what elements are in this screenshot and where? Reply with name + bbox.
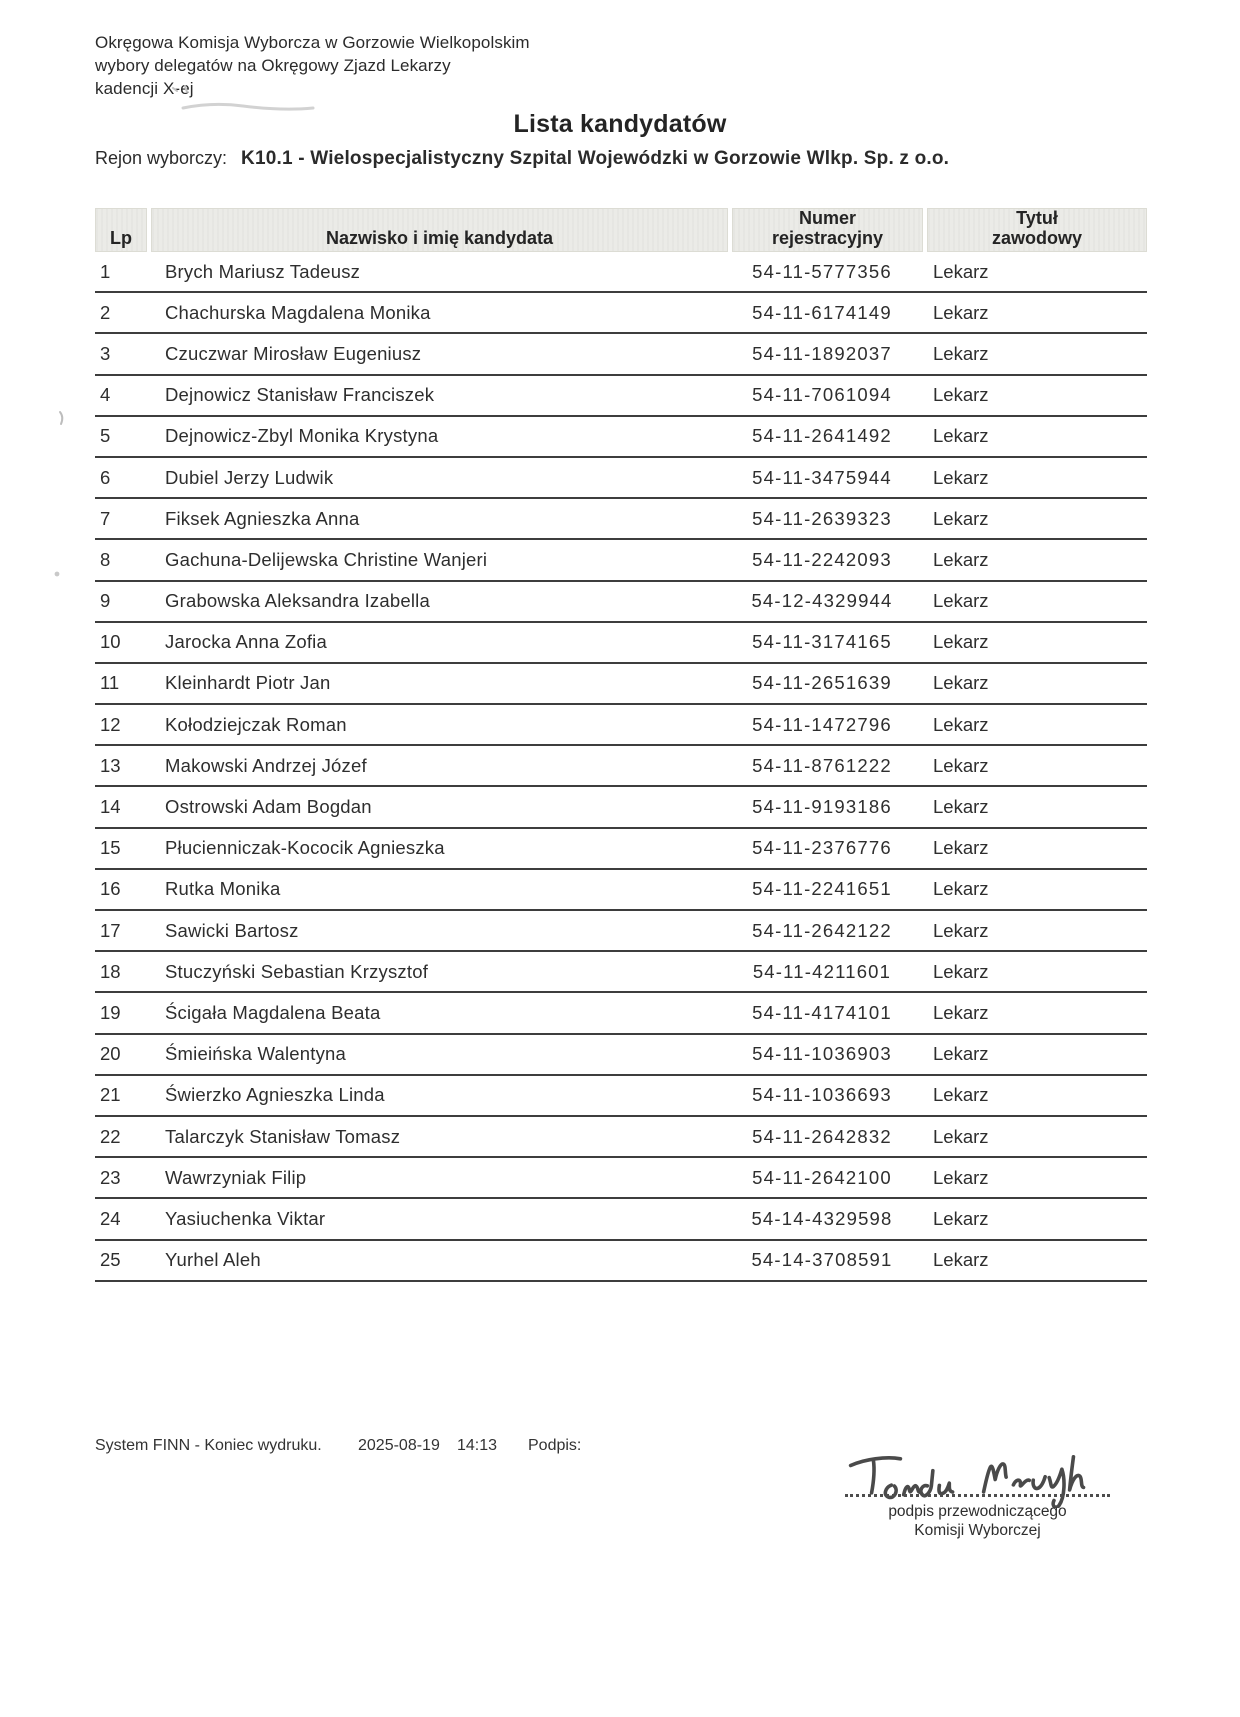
cell-candidate-name: Yasiuchenka Viktar bbox=[165, 1207, 326, 1229]
candidates-table-body bbox=[95, 252, 1147, 1282]
region-label: Rejon wyborczy: bbox=[95, 148, 228, 168]
page-title: Lista kandydatów bbox=[513, 110, 727, 138]
cell-lp: 13 bbox=[100, 754, 121, 776]
cell-lp: 1 bbox=[100, 260, 111, 282]
table-row bbox=[95, 376, 1147, 417]
print-date: 2025-08-19 bbox=[358, 1437, 440, 1454]
table-row bbox=[95, 664, 1147, 705]
table-row bbox=[95, 1117, 1147, 1158]
column-header-lp bbox=[95, 208, 147, 252]
cell-candidate-name: Dubiel Jerzy Ludwik bbox=[165, 466, 334, 488]
cell-registration-number: 54-11-2642122 bbox=[752, 919, 892, 941]
table-row bbox=[95, 417, 1147, 458]
cell-lp: 17 bbox=[100, 919, 121, 941]
cell-lp: 3 bbox=[100, 342, 111, 364]
cell-registration-number: 54-11-4211601 bbox=[752, 960, 892, 982]
footer-line bbox=[95, 1437, 715, 1459]
print-time: 14:13 bbox=[457, 1437, 498, 1454]
cell-lp: 12 bbox=[100, 713, 121, 735]
cell-candidate-name: Rutka Monika bbox=[165, 878, 281, 900]
column-header-registration bbox=[732, 208, 923, 252]
cell-professional-title: Lekarz bbox=[933, 1043, 989, 1065]
issuer-line-2: wybory delegatów na Okręgowy Zjazd Lekarzy bbox=[95, 56, 451, 75]
system-end-of-print-text: System FINN - Koniec wydruku. bbox=[95, 1437, 322, 1454]
column-header-professional-title bbox=[927, 208, 1147, 252]
table-row bbox=[95, 746, 1147, 787]
region-line bbox=[95, 148, 949, 170]
cell-registration-number: 54-11-1036903 bbox=[752, 1043, 892, 1065]
cell-candidate-name: Ostrowski Adam Bogdan bbox=[165, 796, 372, 818]
table-row bbox=[95, 1199, 1147, 1240]
cell-professional-title: Lekarz bbox=[933, 960, 989, 982]
cell-registration-number: 54-11-5777356 bbox=[752, 260, 892, 282]
cell-lp: 7 bbox=[100, 507, 111, 529]
cell-professional-title: Lekarz bbox=[933, 919, 989, 941]
cell-lp: 25 bbox=[100, 1249, 121, 1271]
cell-professional-title: Lekarz bbox=[933, 1001, 989, 1023]
cell-lp: 20 bbox=[100, 1043, 121, 1065]
cell-registration-number: 54-11-9193186 bbox=[752, 796, 892, 818]
column-header-professional-title-line2: zawodowy bbox=[991, 228, 1082, 248]
cell-candidate-name: Dejnowicz-Zbyl Monika Krystyna bbox=[165, 425, 439, 447]
cell-registration-number: 54-11-2639323 bbox=[752, 507, 892, 529]
issuer-block bbox=[95, 31, 530, 100]
cell-registration-number: 54-11-1472796 bbox=[752, 713, 892, 735]
signature-label: Podpis: bbox=[528, 1437, 582, 1454]
column-header-professional-title-line1: Tytuł bbox=[1016, 208, 1058, 228]
cell-registration-number: 54-11-1036693 bbox=[752, 1084, 892, 1106]
cell-candidate-name: Yurhel Aleh bbox=[165, 1249, 261, 1271]
cell-professional-title: Lekarz bbox=[933, 796, 989, 818]
cell-professional-title: Lekarz bbox=[933, 1249, 989, 1271]
cell-lp: 4 bbox=[100, 384, 111, 406]
scan-artifact-speck bbox=[52, 408, 72, 430]
cell-registration-number: 54-11-7061094 bbox=[752, 384, 892, 406]
table-row bbox=[95, 952, 1147, 993]
cell-professional-title: Lekarz bbox=[933, 672, 989, 694]
cell-professional-title: Lekarz bbox=[933, 507, 989, 529]
cell-candidate-name: Brych Mariusz Tadeusz bbox=[165, 260, 361, 282]
cell-candidate-name: Stuczyński Sebastian Krzysztof bbox=[165, 960, 429, 982]
cell-registration-number: 54-11-2242093 bbox=[752, 548, 892, 570]
cell-lp: 15 bbox=[100, 837, 121, 859]
table-row bbox=[95, 499, 1147, 540]
table-row bbox=[95, 870, 1147, 911]
table-row bbox=[95, 293, 1147, 334]
table-row bbox=[95, 1241, 1147, 1282]
cell-professional-title: Lekarz bbox=[933, 590, 989, 612]
scan-artifact-dot bbox=[50, 566, 66, 582]
cell-registration-number: 54-11-3475944 bbox=[752, 466, 892, 488]
cell-professional-title: Lekarz bbox=[933, 466, 989, 488]
cell-candidate-name: Płucienniczak-Kococik Agnieszka bbox=[165, 837, 445, 859]
cell-candidate-name: Sawicki Bartosz bbox=[165, 919, 299, 941]
cell-lp: 22 bbox=[100, 1125, 121, 1147]
table-header bbox=[95, 208, 1147, 252]
cell-lp: 23 bbox=[100, 1166, 121, 1188]
cell-lp: 8 bbox=[100, 548, 111, 570]
cell-registration-number: 54-11-2241651 bbox=[752, 878, 892, 900]
cell-professional-title: Lekarz bbox=[933, 1166, 989, 1188]
cell-professional-title: Lekarz bbox=[933, 1125, 989, 1147]
table-row bbox=[95, 787, 1147, 828]
cell-registration-number: 54-11-2642100 bbox=[752, 1166, 892, 1188]
cell-candidate-name: Fiksek Agnieszka Anna bbox=[165, 507, 360, 529]
cell-professional-title: Lekarz bbox=[933, 713, 989, 735]
cell-lp: 21 bbox=[100, 1084, 121, 1106]
cell-candidate-name: Chachurska Magdalena Monika bbox=[165, 301, 431, 323]
cell-lp: 5 bbox=[100, 425, 111, 447]
cell-professional-title: Lekarz bbox=[933, 878, 989, 900]
column-header-registration-line2: rejestracyjny bbox=[771, 228, 884, 248]
cell-candidate-name: Ścigała Magdalena Beata bbox=[165, 1001, 381, 1023]
cell-registration-number: 54-14-3708591 bbox=[751, 1249, 893, 1271]
cell-candidate-name: Śmieińska Walentyna bbox=[165, 1043, 346, 1065]
cell-lp: 24 bbox=[100, 1207, 121, 1229]
cell-lp: 16 bbox=[100, 878, 121, 900]
cell-professional-title: Lekarz bbox=[933, 631, 989, 653]
cell-registration-number: 54-12-4329944 bbox=[751, 590, 893, 612]
cell-registration-number: 54-11-2641492 bbox=[752, 425, 892, 447]
column-header-name-label: Nazwisko i imię kandydata bbox=[325, 228, 554, 248]
table-row bbox=[95, 458, 1147, 499]
table-row bbox=[95, 334, 1147, 375]
cell-professional-title: Lekarz bbox=[933, 260, 989, 282]
cell-candidate-name: Kleinhardt Piotr Jan bbox=[165, 672, 331, 694]
cell-registration-number: 54-11-6174149 bbox=[752, 301, 892, 323]
cell-candidate-name: Gachuna-Delijewska Christine Wanjeri bbox=[165, 548, 488, 570]
cell-registration-number: 54-11-4174101 bbox=[752, 1001, 892, 1023]
cell-candidate-name: Dejnowicz Stanisław Franciszek bbox=[165, 384, 435, 406]
cell-professional-title: Lekarz bbox=[933, 1084, 989, 1106]
cell-professional-title: Lekarz bbox=[933, 425, 989, 447]
table-row bbox=[95, 705, 1147, 746]
table-row bbox=[95, 993, 1147, 1034]
cell-lp: 2 bbox=[100, 301, 111, 323]
cell-lp: 18 bbox=[100, 960, 121, 982]
cell-professional-title: Lekarz bbox=[933, 342, 989, 364]
signature-block bbox=[845, 1444, 1110, 1554]
table-row bbox=[95, 829, 1147, 870]
cell-professional-title: Lekarz bbox=[933, 301, 989, 323]
table-row bbox=[95, 582, 1147, 623]
candidates-table bbox=[95, 208, 1147, 1282]
cell-lp: 11 bbox=[100, 672, 120, 694]
cell-registration-number: 54-11-3174165 bbox=[752, 631, 892, 653]
signature-caption-line2: Komisji Wyborczej bbox=[914, 1522, 1041, 1539]
cell-registration-number: 54-11-2376776 bbox=[752, 837, 892, 859]
issuer-line-3: kadencji X-ej bbox=[95, 79, 194, 98]
table-row bbox=[95, 911, 1147, 952]
cell-candidate-name: Świerzko Agnieszka Linda bbox=[165, 1084, 385, 1106]
cell-candidate-name: Makowski Andrzej Józef bbox=[165, 754, 367, 776]
cell-professional-title: Lekarz bbox=[933, 384, 989, 406]
cell-registration-number: 54-11-2651639 bbox=[752, 672, 892, 694]
table-row bbox=[95, 623, 1147, 664]
issuer-line-1: Okręgowa Komisja Wyborcza w Gorzowie Wielkopolskim bbox=[95, 33, 530, 52]
table-row bbox=[95, 1076, 1147, 1117]
table-row bbox=[95, 1158, 1147, 1199]
cell-professional-title: Lekarz bbox=[933, 1207, 989, 1229]
cell-professional-title: Lekarz bbox=[933, 548, 989, 570]
cell-professional-title: Lekarz bbox=[933, 754, 989, 776]
cell-lp: 14 bbox=[100, 796, 121, 818]
cell-registration-number: 54-11-2642832 bbox=[752, 1125, 892, 1147]
region-value: K10.1 - Wielospecjalistyczny Szpital Wojewódzki w Gorzowie Wlkp. Sp. z o.o. bbox=[241, 148, 950, 169]
cell-registration-number: 54-11-8761222 bbox=[752, 754, 892, 776]
cell-candidate-name: Kołodziejczak Roman bbox=[165, 713, 347, 735]
cell-candidate-name: Talarczyk Stanisław Tomasz bbox=[165, 1125, 401, 1147]
cell-lp: 6 bbox=[100, 466, 111, 488]
table-row bbox=[95, 252, 1147, 293]
cell-lp: 9 bbox=[100, 590, 111, 612]
cell-lp: 10 bbox=[100, 631, 121, 653]
cell-registration-number: 54-11-1892037 bbox=[752, 342, 892, 364]
cell-candidate-name: Grabowska Aleksandra Izabella bbox=[165, 590, 430, 612]
cell-professional-title: Lekarz bbox=[933, 837, 989, 859]
column-header-registration-line1: Numer bbox=[798, 208, 856, 228]
column-header-name bbox=[151, 208, 728, 252]
signature-dotted-line bbox=[845, 1494, 1110, 1497]
signature-caption-line1: podpis przewodniczącego bbox=[888, 1503, 1067, 1520]
table-row bbox=[95, 540, 1147, 581]
table-row bbox=[95, 1035, 1147, 1076]
cell-registration-number: 54-14-4329598 bbox=[751, 1207, 893, 1229]
column-header-lp-label: Lp bbox=[110, 228, 132, 248]
cell-lp: 19 bbox=[100, 1001, 121, 1023]
cell-candidate-name: Czuczwar Mirosław Eugeniusz bbox=[165, 342, 422, 364]
cell-candidate-name: Jarocka Anna Zofia bbox=[165, 631, 327, 653]
cell-candidate-name: Wawrzyniak Filip bbox=[165, 1166, 307, 1188]
